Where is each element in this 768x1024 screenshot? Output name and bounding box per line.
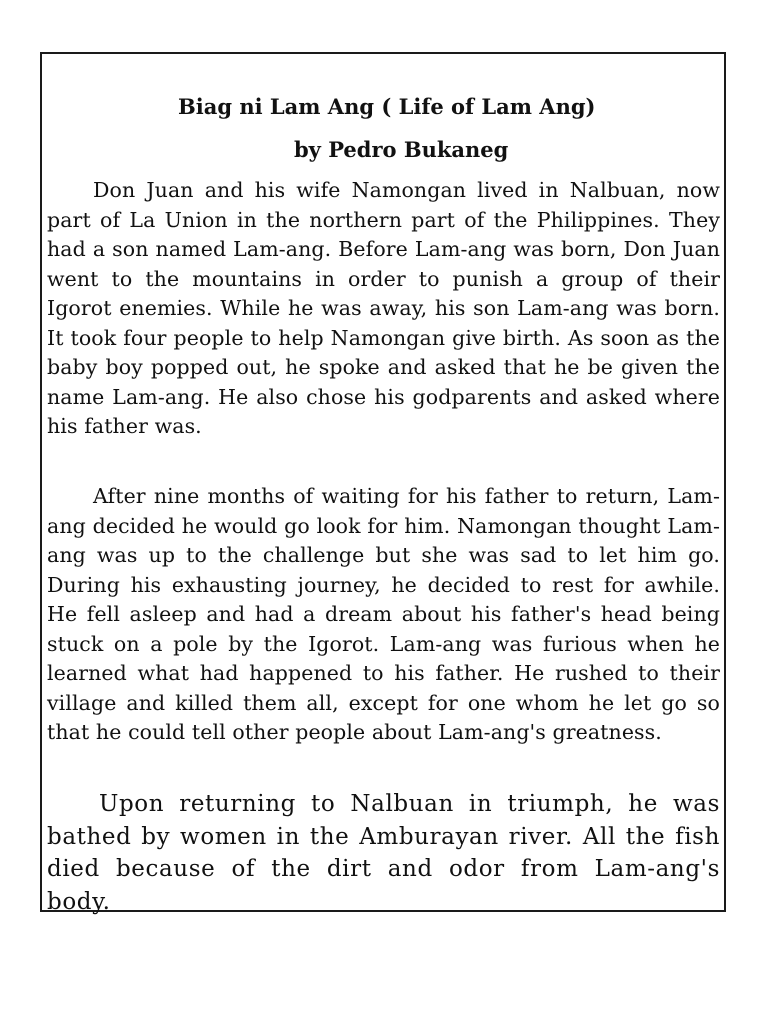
- story-frame: [40, 52, 726, 915]
- author-line: by Pedro Bukaneg: [294, 137, 509, 162]
- paragraph-2: After nine months of waiting for his father to return, Lam-ang decided he would go look for him. Namongan thought Lam-ang was up to the challenge but she was sad to let him go. During his exhausting journey, he decided to rest for awhile. He fell asleep and had a dream about his father's head being stuck on a pole by the Igorot. Lam-ang was furious when he learned what had happened to his father. He rushed to their village and killed them all, except for one whom he let go so that he could tell other people about Lam-ang's greatness.: [47, 484, 720, 744]
- paragraph-3: Upon returning to Nalbuan in triumph, he was bathed by women in the Amburayan river. All the fish died because of the dirt and odor from Lam-ang's body.: [47, 791, 720, 915]
- paragraph-1: Don Juan and his wife Namongan lived in Nalbuan, now part of La Union in the northern part of the Philippines. They had a son named Lam-ang. Before Lam-ang was born, Don Juan went to the mountains in order to punish a group of their Igorot enemies. While he was away, his son Lam-ang was born. It took four people to help Namongan give birth. As soon as the baby boy popped out, he spoke and asked that he be given the name Lam-ang. He also chose his godparents and asked where his father was.: [47, 178, 720, 438]
- story-title: Biag ni Lam Ang ( Life of Lam Ang): [178, 94, 596, 119]
